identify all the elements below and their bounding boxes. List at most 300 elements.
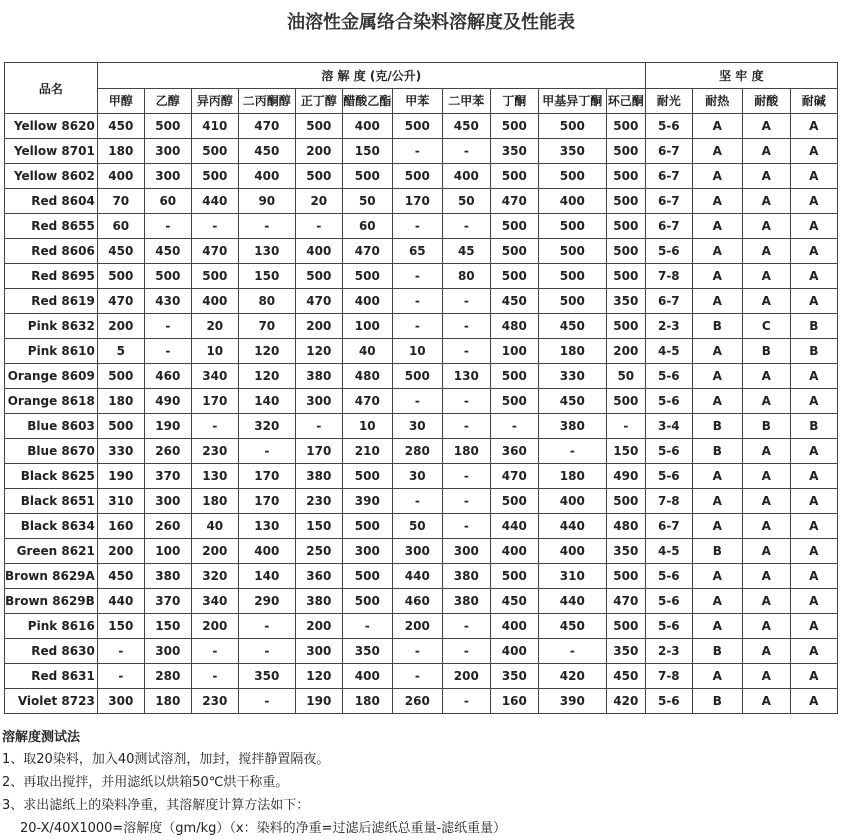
- solubility-cell: 440: [538, 589, 606, 614]
- dye-name: Brown 8629A: [5, 564, 98, 589]
- solubility-cell: 450: [238, 139, 295, 164]
- dye-name: Pink 8632: [5, 314, 98, 339]
- solubility-cell: 500: [606, 489, 645, 514]
- solubility-cell: 170: [238, 489, 295, 514]
- fastness-cell: A: [692, 289, 742, 314]
- solubility-cell: 5: [97, 339, 144, 364]
- solubility-cell: 430: [144, 289, 191, 314]
- fastness-cell: A: [790, 464, 837, 489]
- fastness-cell: A: [790, 614, 837, 639]
- solubility-cell: 440: [191, 189, 238, 214]
- solubility-cell: 400: [490, 639, 538, 664]
- solubility-cell: 120: [295, 339, 342, 364]
- fastness-cell: B: [742, 414, 790, 439]
- solubility-cell: 450: [490, 589, 538, 614]
- solubility-cell: 500: [606, 189, 645, 214]
- table-row: [5, 689, 838, 714]
- solubility-cell: 500: [538, 289, 606, 314]
- solubility-cell: 500: [606, 264, 645, 289]
- fastness-cell: A: [742, 139, 790, 164]
- solvent-header: 环己酮: [606, 88, 645, 114]
- fastness-cell: 5-6: [645, 364, 692, 389]
- dye-name: Red 8631: [5, 664, 98, 689]
- solubility-cell: 500: [490, 114, 538, 139]
- table-row: [5, 189, 838, 214]
- solubility-cell: 300: [144, 139, 191, 164]
- table-row: [5, 639, 838, 664]
- solubility-cell: 170: [392, 189, 442, 214]
- table-row: [5, 314, 838, 339]
- fastness-cell: A: [790, 489, 837, 514]
- fastness-cell: A: [742, 189, 790, 214]
- solubility-cell: 400: [490, 539, 538, 564]
- solubility-cell: 400: [538, 539, 606, 564]
- solubility-cell: 400: [342, 289, 392, 314]
- solubility-cell: 210: [342, 439, 392, 464]
- solubility-cell: 300: [144, 489, 191, 514]
- dye-name: Red 8655: [5, 214, 98, 239]
- solubility-cell: 400: [490, 614, 538, 639]
- fastness-cell: 5-6: [645, 439, 692, 464]
- solubility-cell: -: [538, 439, 606, 464]
- fastness-cell: 3-4: [645, 414, 692, 439]
- solubility-cell: -: [442, 339, 490, 364]
- solubility-cell: 400: [342, 664, 392, 689]
- notes-title: 溶解度测试法: [2, 730, 81, 745]
- fastness-cell: A: [692, 139, 742, 164]
- fastness-cell: 5-6: [645, 389, 692, 414]
- solubility-cell: -: [442, 514, 490, 539]
- solubility-cell: 500: [191, 264, 238, 289]
- fastness-cell: 2-3: [645, 314, 692, 339]
- table-row: [5, 539, 838, 564]
- solubility-cell: -: [442, 689, 490, 714]
- solubility-cell: 500: [538, 264, 606, 289]
- solubility-table: [4, 62, 838, 714]
- solubility-cell: 500: [490, 389, 538, 414]
- fastness-cell: A: [692, 214, 742, 239]
- solubility-cell: 180: [538, 464, 606, 489]
- solubility-cell: 500: [606, 114, 645, 139]
- table-row: [5, 564, 838, 589]
- solubility-cell: 180: [538, 339, 606, 364]
- solubility-cell: 150: [144, 614, 191, 639]
- solubility-cell: 500: [342, 514, 392, 539]
- solubility-cell: -: [442, 289, 490, 314]
- solubility-cell: -: [442, 139, 490, 164]
- fastness-cell: 2-3: [645, 639, 692, 664]
- fastness-subheader: 耐热: [692, 88, 742, 114]
- solubility-cell: -: [238, 439, 295, 464]
- solubility-cell: 500: [97, 414, 144, 439]
- solubility-cell: 450: [538, 614, 606, 639]
- solubility-cell: 140: [238, 389, 295, 414]
- notes-line-2: 2、再取出搅拌，并用滤纸以烘箱50℃烘干称重。: [2, 775, 289, 790]
- solubility-cell: 410: [191, 114, 238, 139]
- solubility-cell: 500: [97, 264, 144, 289]
- table-row: [5, 289, 838, 314]
- table-row: [5, 664, 838, 689]
- fastness-cell: A: [790, 689, 837, 714]
- fastness-subheader: 耐光: [645, 88, 692, 114]
- solvent-header: 醋酸乙酯: [342, 88, 392, 114]
- fastness-cell: A: [790, 539, 837, 564]
- solubility-cell: 160: [490, 689, 538, 714]
- solubility-cell: 130: [238, 239, 295, 264]
- solubility-cell: 500: [538, 114, 606, 139]
- solubility-cell: 200: [442, 664, 490, 689]
- solubility-cell: 340: [191, 589, 238, 614]
- solvent-header: 甲醇: [97, 88, 144, 114]
- dye-name: Black 8651: [5, 489, 98, 514]
- fastness-cell: A: [692, 664, 742, 689]
- notes-line-3: 3、求出滤纸上的染料净重，其溶解度计算方法如下：: [2, 798, 310, 813]
- solubility-cell: 380: [144, 564, 191, 589]
- solubility-cell: 200: [392, 614, 442, 639]
- solubility-cell: 40: [342, 339, 392, 364]
- fastness-cell: 6-7: [645, 164, 692, 189]
- fastness-cell: A: [790, 239, 837, 264]
- solubility-cell: 440: [392, 564, 442, 589]
- fastness-cell: A: [790, 439, 837, 464]
- fastness-cell: A: [742, 239, 790, 264]
- fastness-cell: A: [742, 589, 790, 614]
- solubility-cell: 130: [238, 514, 295, 539]
- solvent-header: 正丁醇: [295, 88, 342, 114]
- dye-name: Yellow 8602: [5, 164, 98, 189]
- solubility-cell: 440: [97, 589, 144, 614]
- fastness-cell: A: [742, 664, 790, 689]
- fastness-cell: A: [742, 439, 790, 464]
- solubility-cell: 65: [392, 239, 442, 264]
- solubility-cell: -: [442, 464, 490, 489]
- solubility-cell: -: [490, 414, 538, 439]
- fastness-cell: C: [742, 314, 790, 339]
- dye-name: Red 8619: [5, 289, 98, 314]
- fastness-cell: A: [742, 364, 790, 389]
- solubility-cell: 60: [144, 189, 191, 214]
- dye-name: Red 8606: [5, 239, 98, 264]
- solubility-cell: 500: [490, 164, 538, 189]
- solubility-header: 溶 解 度 (克/公升): [97, 63, 645, 89]
- fastness-cell: A: [742, 289, 790, 314]
- table-row: [5, 439, 838, 464]
- solubility-cell: 500: [538, 164, 606, 189]
- solubility-cell: -: [442, 489, 490, 514]
- solubility-cell: 130: [442, 364, 490, 389]
- fastness-cell: A: [742, 639, 790, 664]
- solubility-cell: 500: [606, 314, 645, 339]
- solvent-header: 异丙醇: [191, 88, 238, 114]
- solubility-cell: 300: [144, 639, 191, 664]
- solubility-cell: 80: [442, 264, 490, 289]
- solubility-cell: 90: [238, 189, 295, 214]
- solubility-cell: 260: [144, 514, 191, 539]
- solubility-cell: 70: [97, 189, 144, 214]
- solubility-cell: 150: [295, 514, 342, 539]
- fastness-cell: 7-8: [645, 664, 692, 689]
- solubility-cell: 390: [342, 489, 392, 514]
- solubility-cell: 180: [97, 139, 144, 164]
- solubility-cell: 500: [191, 164, 238, 189]
- fastness-cell: B: [790, 414, 837, 439]
- solubility-cell: 500: [490, 239, 538, 264]
- solubility-cell: 500: [490, 564, 538, 589]
- solubility-cell: 500: [490, 264, 538, 289]
- dye-name: Black 8625: [5, 464, 98, 489]
- solubility-cell: 200: [295, 614, 342, 639]
- solubility-cell: 70: [238, 314, 295, 339]
- fastness-cell: A: [742, 464, 790, 489]
- dye-name: Blue 8670: [5, 439, 98, 464]
- fastness-cell: A: [790, 639, 837, 664]
- solubility-cell: 380: [295, 364, 342, 389]
- fastness-cell: A: [790, 389, 837, 414]
- solubility-cell: 470: [490, 464, 538, 489]
- solubility-cell: 500: [606, 614, 645, 639]
- solubility-cell: 350: [538, 139, 606, 164]
- dye-name: Pink 8610: [5, 339, 98, 364]
- solubility-cell: 450: [490, 289, 538, 314]
- fastness-cell: A: [790, 514, 837, 539]
- solubility-cell: 280: [392, 439, 442, 464]
- solubility-cell: 230: [191, 439, 238, 464]
- solubility-cell: -: [392, 214, 442, 239]
- fastness-cell: A: [790, 214, 837, 239]
- solubility-cell: -: [97, 639, 144, 664]
- solubility-cell: -: [442, 314, 490, 339]
- table-row: [5, 164, 838, 189]
- solubility-cell: 230: [295, 489, 342, 514]
- fastness-cell: A: [790, 139, 837, 164]
- solubility-cell: 470: [97, 289, 144, 314]
- solubility-cell: 500: [191, 139, 238, 164]
- solubility-cell: 450: [538, 389, 606, 414]
- solubility-cell: 300: [442, 539, 490, 564]
- solubility-cell: 350: [606, 639, 645, 664]
- solvent-header: 丁酮: [490, 88, 538, 114]
- fastness-cell: 5-6: [645, 689, 692, 714]
- solubility-cell: 300: [97, 689, 144, 714]
- solubility-cell: 20: [191, 314, 238, 339]
- fastness-cell: A: [790, 564, 837, 589]
- solubility-cell: -: [392, 664, 442, 689]
- fastness-cell: A: [742, 614, 790, 639]
- solubility-cell: 150: [342, 139, 392, 164]
- solubility-cell: 380: [442, 564, 490, 589]
- fastness-cell: 5-6: [645, 464, 692, 489]
- fastness-cell: A: [742, 689, 790, 714]
- solubility-cell: 370: [144, 464, 191, 489]
- solubility-cell: 490: [144, 389, 191, 414]
- fastness-cell: A: [692, 189, 742, 214]
- solubility-cell: 200: [97, 539, 144, 564]
- solubility-cell: 440: [490, 514, 538, 539]
- solvent-header: 二丙酮醇: [238, 88, 295, 114]
- fastness-cell: A: [790, 589, 837, 614]
- fastness-cell: B: [692, 539, 742, 564]
- solubility-cell: 500: [144, 114, 191, 139]
- solubility-cell: -: [191, 414, 238, 439]
- solubility-cell: 450: [97, 564, 144, 589]
- dye-name: Blue 8603: [5, 414, 98, 439]
- solubility-cell: 500: [606, 564, 645, 589]
- dye-name: Red 8604: [5, 189, 98, 214]
- solubility-cell: 380: [295, 589, 342, 614]
- solvent-header: 甲基异丁酮: [538, 88, 606, 114]
- solubility-cell: 400: [238, 539, 295, 564]
- solubility-cell: 400: [97, 164, 144, 189]
- solubility-cell: 300: [144, 164, 191, 189]
- solubility-cell: 100: [490, 339, 538, 364]
- solubility-cell: 180: [342, 689, 392, 714]
- solubility-cell: 450: [606, 664, 645, 689]
- solubility-cell: 450: [144, 239, 191, 264]
- solubility-cell: 500: [342, 464, 392, 489]
- solubility-cell: 100: [144, 539, 191, 564]
- fastness-cell: A: [790, 664, 837, 689]
- solubility-cell: 470: [238, 114, 295, 139]
- table-row: [5, 464, 838, 489]
- solubility-cell: 500: [392, 364, 442, 389]
- solubility-cell: 500: [538, 239, 606, 264]
- fastness-cell: A: [742, 514, 790, 539]
- solubility-cell: -: [392, 139, 442, 164]
- fastness-cell: 6-7: [645, 289, 692, 314]
- solubility-cell: 160: [97, 514, 144, 539]
- fastness-cell: 6-7: [645, 189, 692, 214]
- solubility-cell: 180: [191, 489, 238, 514]
- solubility-cell: 500: [342, 564, 392, 589]
- solubility-cell: 310: [97, 489, 144, 514]
- solvent-header: 乙醇: [144, 88, 191, 114]
- solubility-cell: 500: [606, 239, 645, 264]
- solubility-cell: 170: [238, 464, 295, 489]
- fastness-cell: A: [692, 164, 742, 189]
- solubility-cell: 500: [342, 264, 392, 289]
- solubility-cell: 500: [342, 589, 392, 614]
- solubility-cell: 500: [392, 114, 442, 139]
- solubility-cell: 360: [295, 564, 342, 589]
- solubility-cell: 450: [538, 314, 606, 339]
- solubility-cell: 120: [238, 364, 295, 389]
- solubility-cell: -: [238, 214, 295, 239]
- solubility-cell: 330: [538, 364, 606, 389]
- solubility-cell: 350: [342, 639, 392, 664]
- fastness-cell: A: [790, 114, 837, 139]
- solubility-cell: 460: [144, 364, 191, 389]
- solubility-cell: 60: [97, 214, 144, 239]
- solubility-cell: 460: [392, 589, 442, 614]
- page-title: 油溶性金属络合染料溶解度及性能表: [287, 12, 575, 33]
- fastness-cell: A: [790, 364, 837, 389]
- fastness-cell: A: [692, 464, 742, 489]
- solubility-cell: -: [97, 664, 144, 689]
- solubility-cell: 380: [442, 589, 490, 614]
- dye-name: Black 8634: [5, 514, 98, 539]
- solubility-cell: 170: [295, 439, 342, 464]
- fastness-cell: A: [790, 264, 837, 289]
- solubility-cell: -: [144, 214, 191, 239]
- fastness-subheader: 耐酸: [742, 88, 790, 114]
- solubility-cell: 370: [144, 589, 191, 614]
- solubility-cell: -: [442, 614, 490, 639]
- solubility-cell: -: [442, 214, 490, 239]
- solubility-cell: 380: [295, 464, 342, 489]
- solubility-cell: 50: [442, 189, 490, 214]
- solubility-cell: 500: [295, 164, 342, 189]
- solubility-cell: 350: [606, 289, 645, 314]
- solubility-cell: 300: [295, 389, 342, 414]
- fastness-cell: 6-7: [645, 139, 692, 164]
- table-row: [5, 514, 838, 539]
- solubility-cell: 190: [97, 464, 144, 489]
- solubility-cell: 440: [538, 514, 606, 539]
- table-row: [5, 239, 838, 264]
- solubility-cell: -: [238, 689, 295, 714]
- solubility-cell: 30: [392, 414, 442, 439]
- fastness-subheader: 耐碱: [790, 88, 837, 114]
- solubility-cell: 350: [238, 664, 295, 689]
- fastness-cell: 5-6: [645, 239, 692, 264]
- solubility-cell: 80: [238, 289, 295, 314]
- fastness-cell: 7-8: [645, 264, 692, 289]
- solubility-cell: 500: [606, 389, 645, 414]
- solubility-cell: -: [442, 389, 490, 414]
- solubility-cell: 500: [342, 164, 392, 189]
- solubility-cell: 200: [295, 314, 342, 339]
- fastness-cell: A: [692, 239, 742, 264]
- solubility-cell: 420: [606, 689, 645, 714]
- solubility-cell: -: [392, 264, 442, 289]
- solubility-cell: 420: [538, 664, 606, 689]
- solubility-cell: 470: [606, 589, 645, 614]
- solubility-cell: 10: [342, 414, 392, 439]
- solubility-cell: 500: [295, 264, 342, 289]
- fastness-cell: B: [692, 414, 742, 439]
- table-row: [5, 364, 838, 389]
- solubility-cell: 470: [342, 239, 392, 264]
- fastness-cell: 4-5: [645, 339, 692, 364]
- solubility-cell: 400: [191, 289, 238, 314]
- solubility-cell: 340: [191, 364, 238, 389]
- solubility-cell: 150: [97, 614, 144, 639]
- table-row: [5, 389, 838, 414]
- table-row: [5, 139, 838, 164]
- solubility-cell: 500: [606, 139, 645, 164]
- solubility-cell: -: [442, 639, 490, 664]
- table-row: [5, 339, 838, 364]
- table-row: [5, 489, 838, 514]
- solubility-cell: 60: [342, 214, 392, 239]
- solubility-cell: 150: [238, 264, 295, 289]
- name-header: 品名: [5, 63, 98, 114]
- solubility-cell: 100: [342, 314, 392, 339]
- fastness-cell: A: [692, 489, 742, 514]
- solubility-cell: 500: [606, 164, 645, 189]
- fastness-header: 坚 牢 度: [645, 63, 837, 89]
- fastness-cell: A: [692, 364, 742, 389]
- solubility-cell: 120: [238, 339, 295, 364]
- solubility-cell: -: [191, 639, 238, 664]
- solubility-cell: -: [606, 414, 645, 439]
- solvent-header: 二甲苯: [442, 88, 490, 114]
- solubility-cell: 350: [606, 539, 645, 564]
- solubility-cell: 500: [144, 264, 191, 289]
- solubility-cell: 400: [342, 114, 392, 139]
- solubility-cell: 480: [342, 364, 392, 389]
- fastness-cell: 5-6: [645, 564, 692, 589]
